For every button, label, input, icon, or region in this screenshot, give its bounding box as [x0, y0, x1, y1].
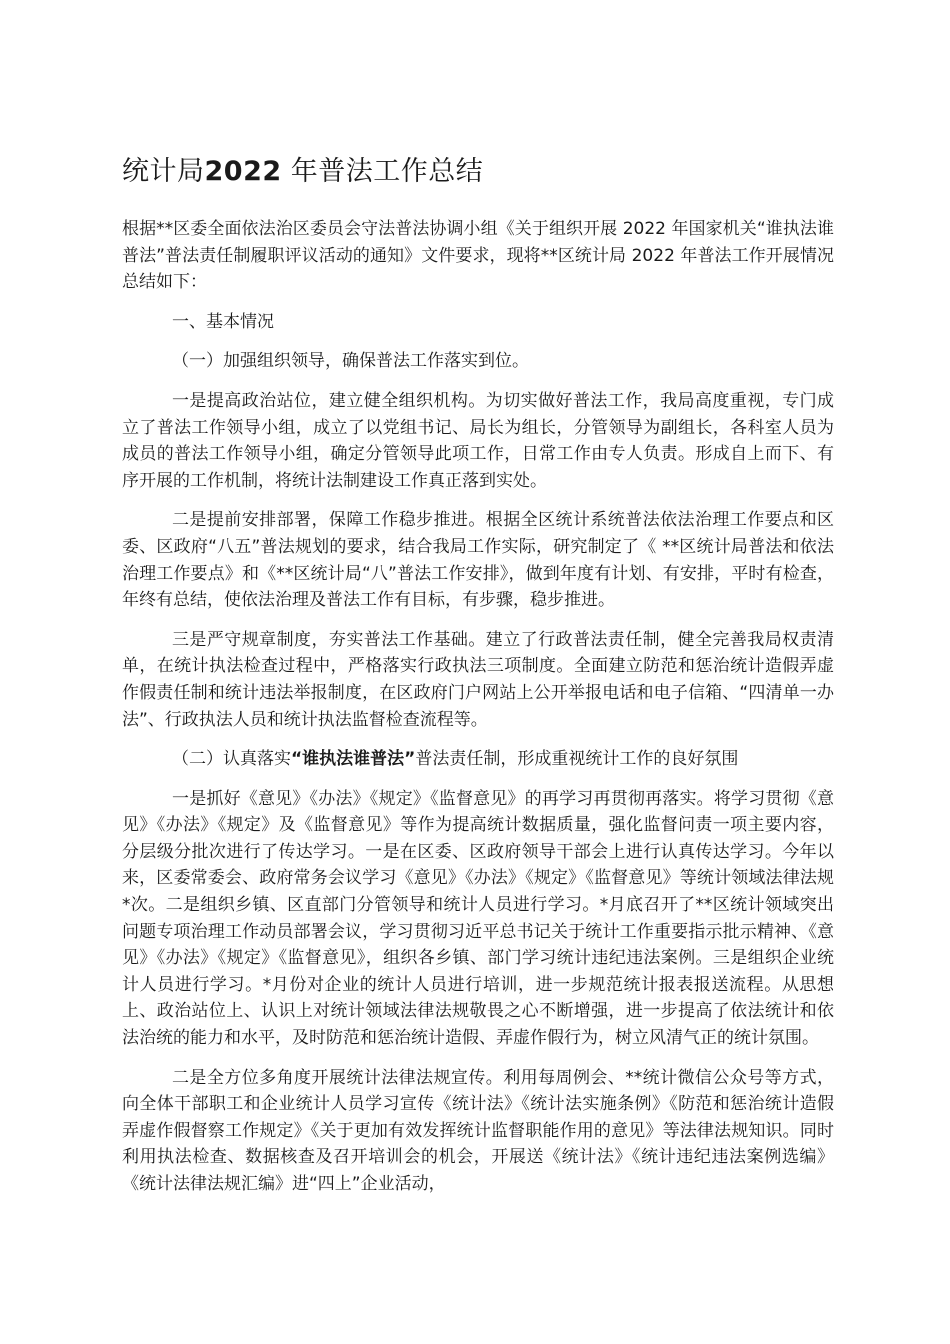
- document-title: [122, 150, 834, 194]
- subsection-heading-2: [122, 746, 834, 773]
- subsection-heading-2-pre: （二）认真落实: [172, 749, 291, 770]
- paragraph-1: 一是提高政治站位，建立健全组织机构。为切实做好普法工作，我局高度重视，专门成立了普法工作领导小组，成立了以党组书记、局长为组长，分管领导为副组长，各科室人员为成员的普法工作领导小组，确定分管领导此项工作，日常工作由专人负责。形成自上而下、有序开展的工作机制，将统计法制建设工作真正落到实处。: [122, 390, 834, 491]
- subsection-heading-1: （一）加强组织领导，确保普法工作落实到位。: [172, 351, 529, 372]
- title-prefix: 统计局: [122, 156, 205, 187]
- paragraph-5: 二是全方位多角度开展统计法律法规宣传。利用每周例会、**统计微信公众号等方式，向全体干部职工和企业统计人员学习宣传《统计法》《统计法实施条例》《防范和惩治统计造假弄虚作假督察工作规定》《关于更加有效发挥统计监督职能作用的意见》等法律法规知识。同时利用执法检查、数据核查及召开培训会的机会，开展送《统计法》《统计违纪违法案例选编》《统计法律法规汇编》进“四上”企业活动，: [122, 1067, 834, 1194]
- paragraph-2: 二是提前安排部署，保障工作稳步推进。根据全区统计系统普法依法治理工作要点和区委、区政府“八五”普法规划的要求，结合我局工作实际，研究制定了《 **区统计局普法和依法治理工作要点》和《**区统计局“八”普法工作安排》，做到年度有计划、有安排，平时有检查，年终有总结，使依法治理及普法工作有目标，有步骤，稳步推进。: [122, 510, 834, 611]
- title-suffix: 年普法工作总结: [281, 156, 484, 187]
- subsection-heading-2-bold: “谁执法谁普法”: [291, 749, 416, 770]
- title-year: 2022: [204, 156, 282, 187]
- paragraph-4: 一是抓好《意见》《办法》《规定》《监督意见》的再学习再贯彻再落实。将学习贯彻《意见》《办法》《规定》及《监督意见》等作为提高统计数据质量，强化监督问责一项主要内容，分层级分批次进行了传达学习。一是在区委、区政府领导干部会上进行认真传达学习。今年以来，区委常委会、政府常务会议学习《意见》《办法》《规定》《监督意见》等统计领域法律法规*次。二是组织乡镇、区直部门分管领导和统计人员进行学习。*月底召开了**区统计领域突出问题专项治理工作动员部署会议，学习贯彻习近平总书记关于统计工作重要指示批示精神、《意见》《办法》《规定》《监督意见》，组织各乡镇、部门学习统计违纪违法案例。三是组织企业统计人员进行学习。*月份对企业的统计人员进行培训，进一步规范统计报表报送流程。从思想上、政治站位上、认识上对统计领域法律法规敬畏之心不断增强，进一步提高了依法统计和依法治统的能力和水平，及时防范和惩治统计造假、弄虚作假行为，树立风清气正的统计氛围。: [122, 788, 834, 1049]
- intro-paragraph: 根据**区委全面依法治区委员会守法普法协调小组《关于组织开展 2022 年国家机关“谁执法谁普法”普法责任制履职评议活动的通知》文件要求，现将**区统计局 2022 年普法工作开展情况总结如下：: [122, 219, 834, 293]
- paragraph-3: 三是严守规章制度，夯实普法工作基础。建立了行政普法责任制，健全完善我局权责清单，在统计执法检查过程中，严格落实行政执法三项制度。全面建立防范和惩治统计造假弄虚作假责任制和统计违法举报制度，在区政府门户网站上公开举报电话和电子信箱、“四清单一办法”、行政执法人员和统计执法监督检查流程等。: [122, 629, 834, 730]
- section-heading-basic: 一、基本情况: [172, 311, 274, 332]
- document-page: [122, 150, 834, 1211]
- subsection-heading-2-post: 普法责任制，形成重视统计工作的良好氛围: [415, 749, 739, 770]
